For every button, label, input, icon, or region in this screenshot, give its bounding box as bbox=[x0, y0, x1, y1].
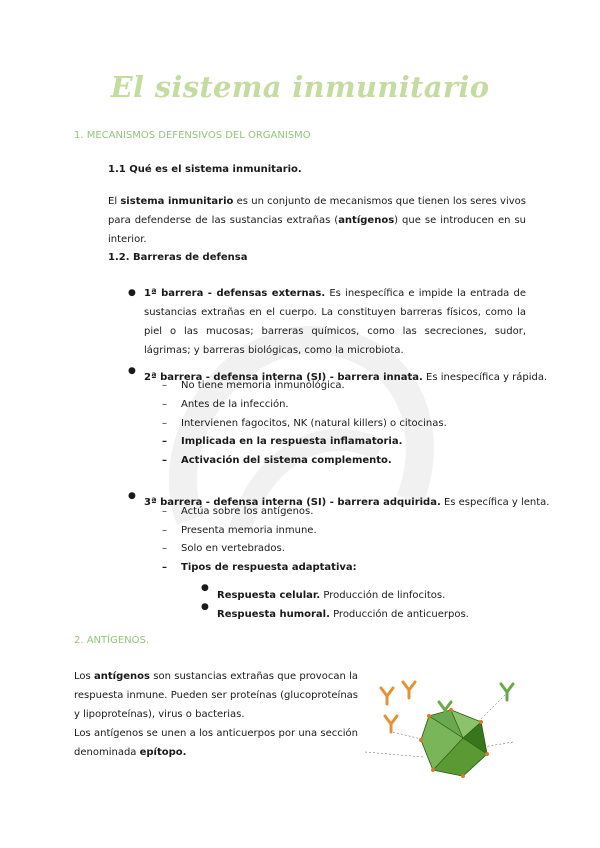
page-title: El sistema inmunitario bbox=[110, 70, 490, 104]
dash-icon: – bbox=[162, 562, 167, 573]
dash-icon: – bbox=[162, 380, 167, 391]
list-item: Tipos de respuesta adaptativa: bbox=[181, 562, 357, 573]
bullet-dot-icon: ● bbox=[128, 288, 136, 298]
list-item: Intervienen fagocitos, NK (natural killers) o citocinas. bbox=[181, 418, 447, 429]
dash-icon: – bbox=[162, 506, 167, 517]
list-item: Actúa sobre los antígenos. bbox=[181, 506, 314, 517]
list-item-respuesta-celular: Respuesta celular. Producción de linfocitos. bbox=[217, 590, 446, 601]
bullet-dot-icon: ● bbox=[128, 491, 136, 501]
list-item: Implicada en la respuesta inflamatoria. bbox=[181, 436, 403, 447]
dash-icon: – bbox=[162, 525, 167, 536]
subsection-heading-que-es: 1.1 Qué es el sistema inmunitario. bbox=[108, 164, 302, 175]
list-item: No tiene memoria inmunológica. bbox=[181, 380, 345, 391]
bullet-dot-icon: ● bbox=[128, 366, 136, 376]
list-item-primera-barrera: 1ª barrera - defensas externas. Es inespecífica e impide la entrada de sustancias extrañas en el cuerpo. La constituyen barreras físicos, como la piel o las mucosas; barreras químicos, como las secreciones, sudor, lágrimas; y barreras biológicas, como la microbiota. bbox=[144, 288, 526, 356]
list-item-segunda-barrera: 2ª barrera - defensa interna (SI) - barrera innata. Es inespecífica y rápida. bbox=[144, 372, 548, 383]
dash-icon: – bbox=[162, 543, 167, 554]
dash-icon: – bbox=[162, 436, 167, 447]
list-item: Solo en vertebrados. bbox=[181, 543, 285, 554]
antibody-orange-icon bbox=[381, 682, 415, 732]
paragraph-epitopo: Los antígenos se unen a los anticuerpos por una sección denominada epítopo. bbox=[74, 728, 358, 758]
bullet-dot-icon: ● bbox=[201, 602, 209, 612]
list-item: Presenta memoria inmune. bbox=[181, 525, 317, 536]
dash-icon: – bbox=[162, 455, 167, 466]
section-heading-mecanismos: 1. MECANISMOS DEFENSIVOS DEL ORGANISMO bbox=[74, 130, 311, 141]
virus-icon bbox=[419, 708, 489, 778]
bullet-dot-icon: ● bbox=[201, 583, 209, 593]
dash-icon: – bbox=[162, 399, 167, 410]
subsection-heading-barreras: 1.2. Barreras de defensa bbox=[108, 252, 248, 263]
virus-antibody-illustration bbox=[363, 672, 535, 780]
list-item-tercera-barrera: 3ª barrera - defensa interna (SI) - barrera adquirida. Es específica y lenta. bbox=[144, 497, 550, 508]
section-heading-antigenos: 2. ANTÍGENOS. bbox=[74, 635, 150, 646]
dash-icon: – bbox=[162, 418, 167, 429]
list-item-respuesta-humoral: Respuesta humoral. Producción de anticuerpos. bbox=[217, 609, 469, 620]
paragraph-definicion: El sistema inmunitario es un conjunto de mecanismos que tienen los seres vivos para defenderse de las sustancias extrañas (antígenos) que se introducen en su interior. bbox=[108, 196, 527, 245]
list-item: Antes de la infección. bbox=[181, 399, 289, 410]
paragraph-antigenos: Los antígenos son sustancias extrañas que provocan la respuesta inmune. Pueden ser proteínas (glucoproteínas y lipoproteínas), virus o bacterias. bbox=[74, 671, 358, 720]
list-item: Activación del sistema complemento. bbox=[181, 455, 392, 466]
